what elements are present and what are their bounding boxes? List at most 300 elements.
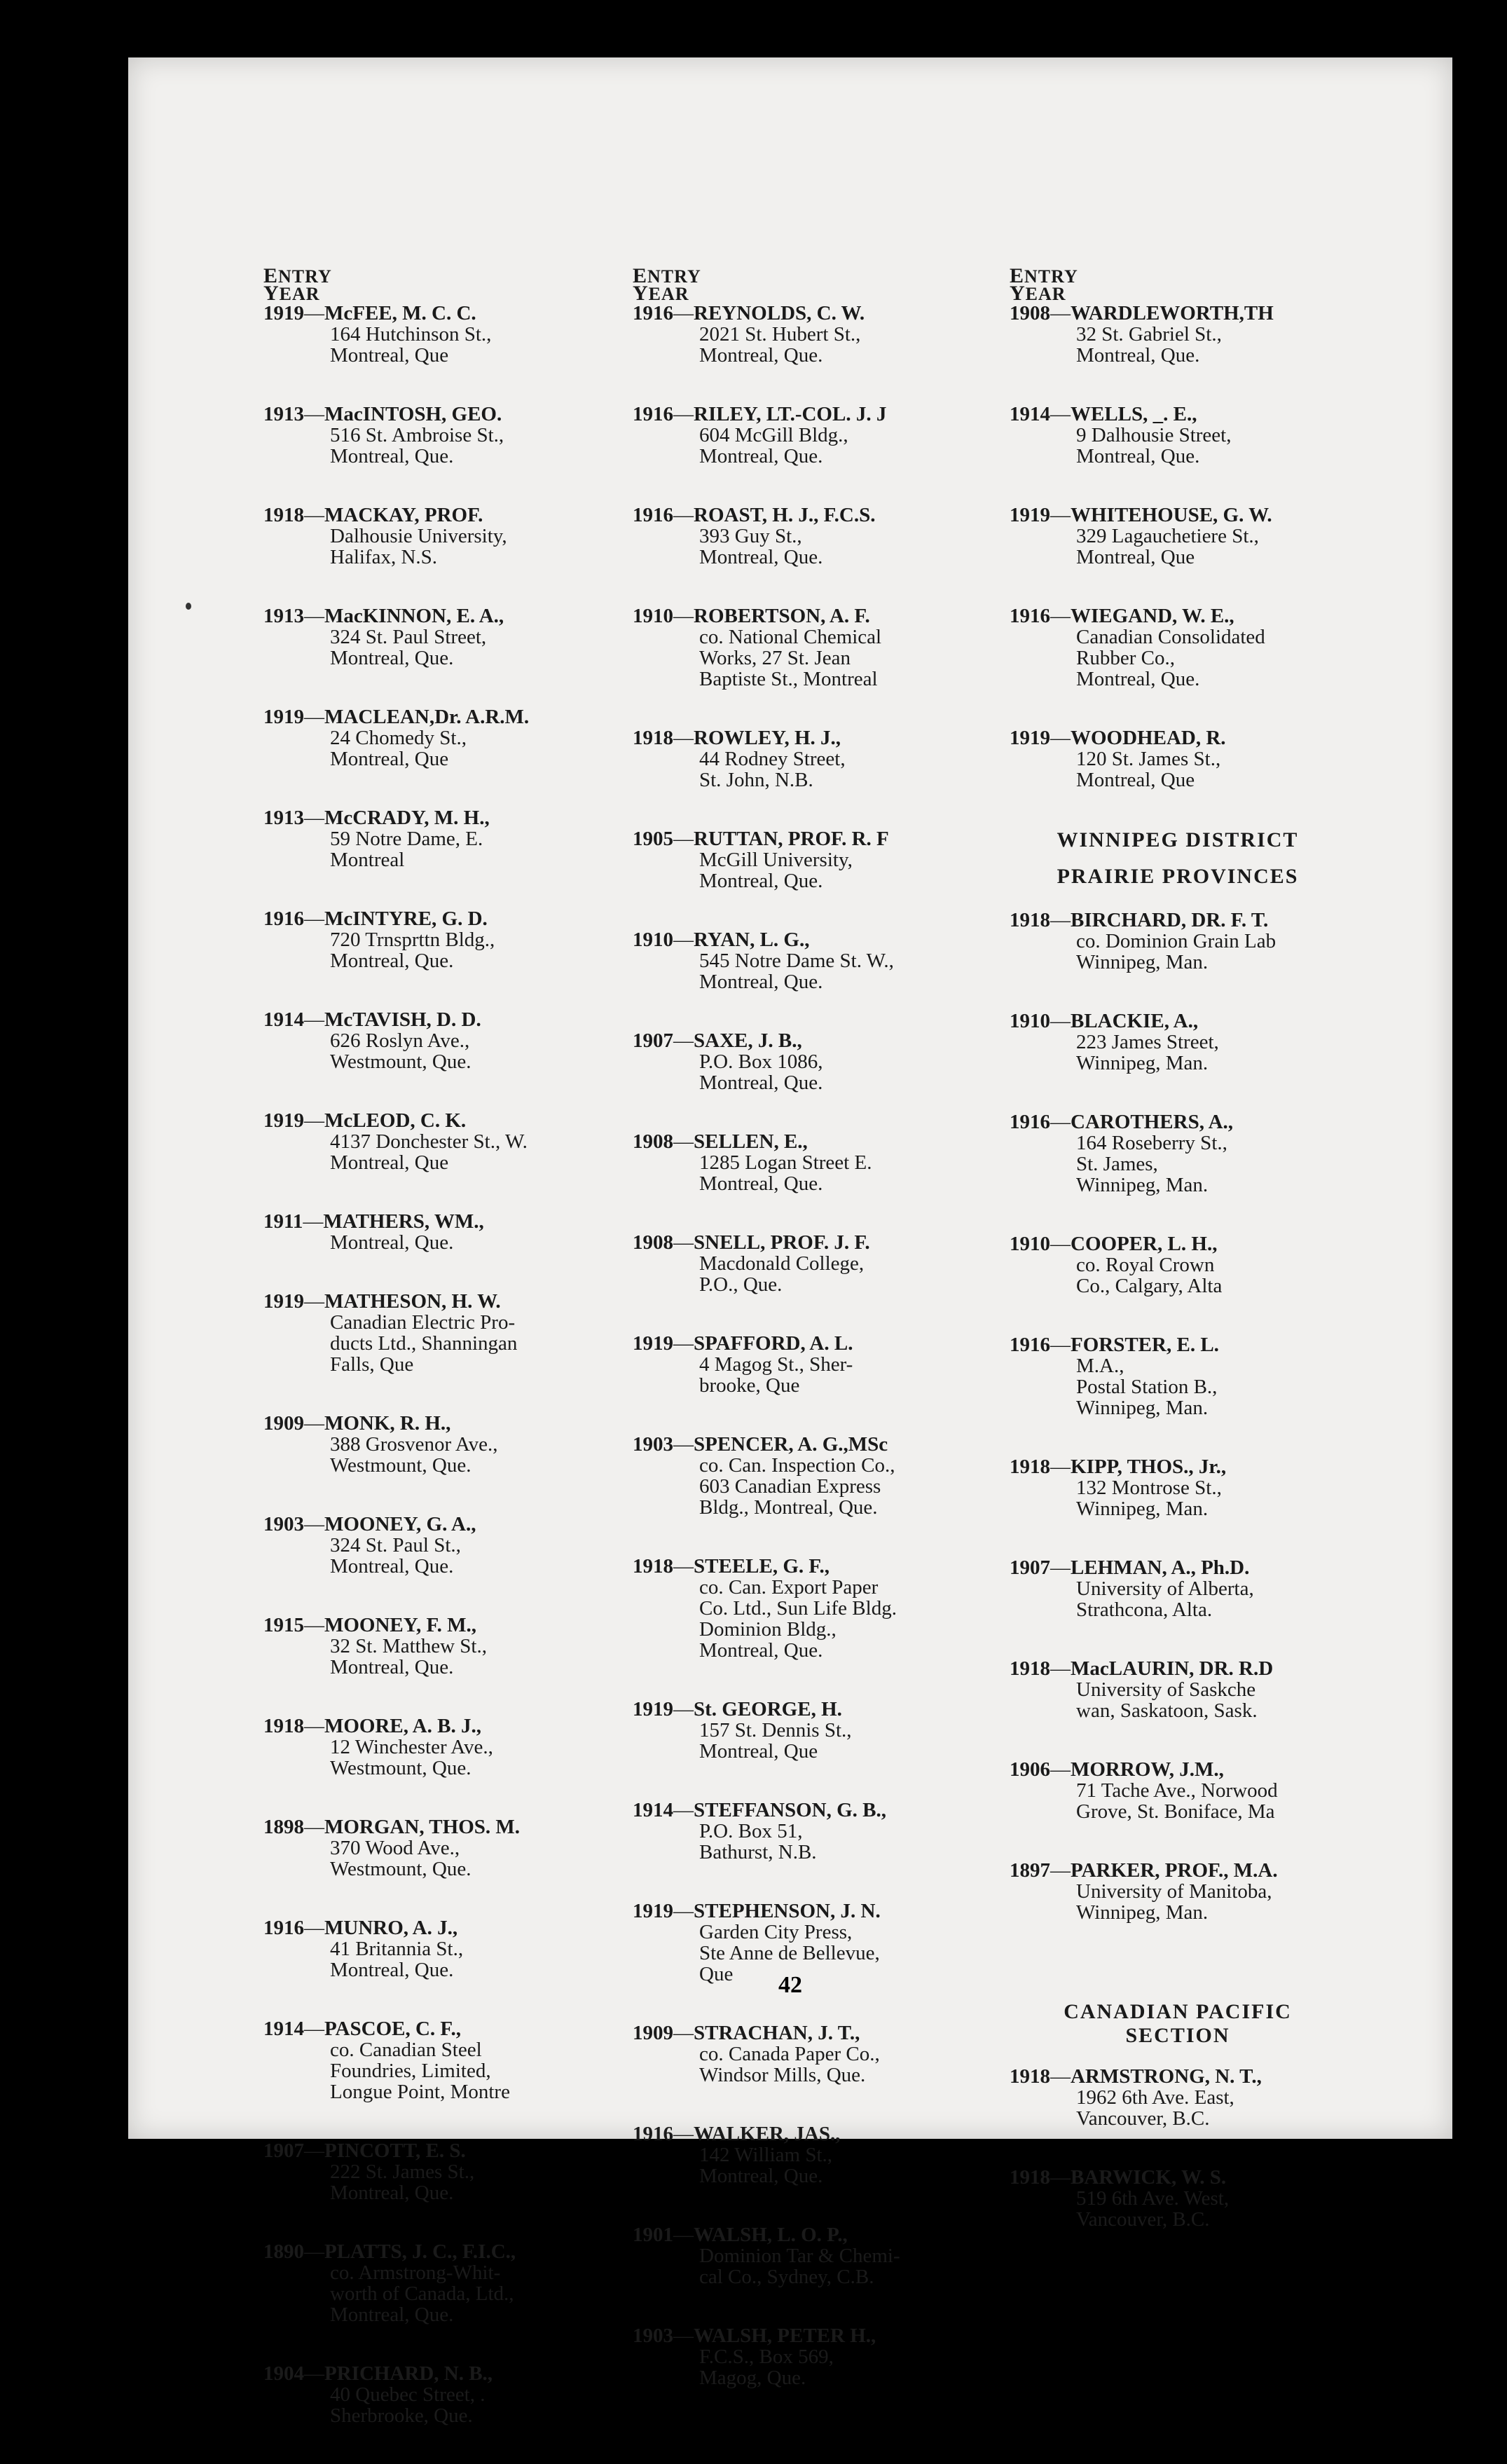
entry-address-line: worth of Canada, Ltd., (330, 2282, 514, 2305)
entry-name: MATHERS, WM., (323, 1210, 484, 1233)
member-entry (263, 706, 593, 769)
entry-line (1010, 1233, 1346, 1254)
entry-year: 1916 (263, 908, 304, 930)
member-entry (263, 908, 593, 971)
entry-address-line: co. National Chemical (699, 626, 882, 648)
entry-address-line: 120 St. James St., (1076, 748, 1221, 770)
header-entry: ENTRY (1010, 264, 1078, 287)
entry-list (263, 303, 593, 2426)
entry-address-line: Strathcona, Alta. (1076, 1599, 1213, 1621)
entry-line (263, 1514, 593, 1535)
entry-address-line: F.C.S., Box 569, (699, 2346, 834, 2368)
entry-year: 1910 (1010, 1233, 1050, 1255)
entry-dash: — (304, 2140, 324, 2162)
entry-line (633, 929, 962, 950)
entry-address-line: 1962 6th Ave. East, (1076, 2086, 1234, 2109)
entry-year: 1910 (633, 929, 673, 951)
member-entry (1010, 1334, 1346, 1418)
entry-address-line: University of Saskche (1076, 1678, 1256, 1701)
entry-address-line: 132 Montrose St., (1076, 1477, 1222, 1499)
entry-line (633, 828, 962, 849)
entry-address-line: 603 Canadian Express (699, 1475, 881, 1498)
entry-address-line: 157 St. Dennis St., (699, 1719, 852, 1741)
member-entry (633, 1333, 962, 1396)
member-entry (1010, 404, 1346, 467)
member-entry (633, 605, 962, 690)
entry-year: 1918 (1010, 909, 1050, 931)
member-entry (263, 2363, 593, 2426)
entry-line (1010, 2066, 1346, 2087)
entry-address-line: 12 Winchester Ave., (330, 1736, 493, 1758)
entry-year: 1910 (633, 605, 673, 627)
entry-name: REYNOLDS, C. W. (694, 302, 865, 324)
member-entry (263, 807, 593, 870)
entry-dash: — (673, 1698, 694, 1720)
entry-address-line: 142 William St., (699, 2144, 833, 2166)
entry-year: 1916 (263, 1917, 304, 1939)
member-entry (633, 727, 962, 790)
column-header (633, 264, 962, 305)
section-heading-line: CANADIAN PACIFIC (1064, 2000, 1292, 2023)
member-entry (263, 1211, 593, 1253)
entry-name: BLACKIE, A., (1071, 1010, 1199, 1032)
entry-address-line: Montreal, Que (1076, 769, 1195, 791)
member-entry (263, 1514, 593, 1577)
member-entry (633, 303, 962, 366)
entry-name: SAXE, J. B., (694, 1029, 802, 1052)
member-entry (633, 1232, 962, 1295)
entry-dash: — (1050, 1456, 1071, 1478)
entry-dash: — (304, 706, 324, 728)
member-entry (263, 605, 593, 669)
entry-address-line: Montreal, Que. (699, 971, 823, 993)
entry-dash: — (673, 1799, 694, 1821)
entry-line (633, 1434, 962, 1455)
member-entry (633, 1699, 962, 1762)
entry-name: WOODHEAD, R. (1071, 727, 1226, 749)
entry-address-line: Montreal, Que. (699, 344, 823, 367)
entry-year: 1903 (633, 2325, 673, 2347)
entry-name: WHITEHOUSE, G. W. (1071, 504, 1272, 526)
member-entry (1010, 1860, 1346, 1923)
member-entry (1010, 727, 1346, 790)
entry-address-line: brooke, Que (699, 1374, 800, 1397)
entry-year: 1910 (1010, 1010, 1050, 1032)
entry-list (1010, 910, 1346, 1923)
entry-line (263, 1615, 593, 1636)
entry-address-line: Montreal, Que. (330, 1231, 454, 1254)
entry-address-line: St. James, (1076, 1153, 1158, 1175)
entry-year: 1915 (263, 1614, 304, 1636)
entry-name: PINCOTT, E. S. (324, 2140, 466, 2162)
entry-address-line: 24 Chomedy St., (330, 727, 467, 749)
entry-name: PARKER, PROF., M.A. (1071, 1859, 1278, 1882)
entry-address-line: 519 6th Ave. West, (1076, 2187, 1230, 2210)
entry-address-line: 32 St. Matthew St., (330, 1635, 487, 1657)
member-entry (263, 2140, 593, 2203)
member-entry (263, 1716, 593, 1779)
entry-line (1010, 2167, 1346, 2188)
member-entry (1010, 1111, 1346, 1196)
entry-dash: — (673, 727, 694, 749)
entry-address-line: co. Armstrong-Whit- (330, 2261, 501, 2284)
entry-year: 1919 (263, 1290, 304, 1313)
entry-line (1010, 910, 1346, 931)
entry-year: 1907 (633, 1029, 673, 1052)
entry-address-line: 40 Quebec Street, . (330, 2383, 486, 2406)
entry-dash: — (673, 1029, 694, 1052)
entry-year: 1914 (263, 2018, 304, 2040)
entry-name: KIPP, THOS., Jr., (1071, 1456, 1227, 1478)
entry-name: WARDLEWORTH,TH (1071, 302, 1274, 324)
column-1 (263, 264, 593, 2464)
entry-name: MONK, R. H., (324, 1412, 451, 1435)
entry-name: ROWLEY, H. J., (694, 727, 841, 749)
entry-line (633, 2022, 962, 2044)
member-entry (263, 1110, 593, 1173)
entry-list (1010, 303, 1346, 790)
entry-line (633, 1232, 962, 1253)
stray-mark (186, 603, 191, 610)
member-entry (263, 1816, 593, 1880)
entry-address-line: Montreal, Que. (699, 1072, 823, 1094)
entry-year: 1916 (633, 302, 673, 324)
entry-year: 1914 (633, 1799, 673, 1821)
entry-dash: — (1050, 1111, 1071, 1133)
entry-line (1010, 505, 1346, 526)
entry-name: ROBERTSON, A. F. (694, 605, 870, 627)
entry-address-line: M.A., (1076, 1355, 1124, 1377)
entry-year: 1918 (263, 504, 304, 526)
entry-address-line: Dalhousie University, (330, 525, 507, 547)
entry-dash: — (303, 1210, 324, 1233)
entry-dash: — (673, 504, 694, 526)
entry-address-line: Baptiste St., Montreal (699, 668, 878, 690)
entry-name: McFEE, M. C. C. (324, 302, 476, 324)
entry-address-line: Montreal, Que (330, 748, 449, 770)
entry-address-line: 59 Notre Dame, E. (330, 828, 483, 850)
entry-line (1010, 1658, 1346, 1679)
entry-year: 1909 (263, 1412, 304, 1435)
entry-year: 1904 (263, 2362, 304, 2385)
entry-address-line: Montreal, Que. (330, 1555, 454, 1577)
entry-dash: — (304, 2240, 324, 2263)
entry-address-line: Montreal, Que (330, 344, 449, 367)
entry-name: WALKER, JAS., (694, 2123, 841, 2145)
member-entry (633, 505, 962, 568)
entry-year: 1916 (633, 403, 673, 425)
entry-name: St. GEORGE, H. (694, 1698, 842, 1720)
entry-dash: — (1050, 2065, 1071, 2088)
entry-line (1010, 1011, 1346, 1032)
entry-name: RYAN, L. G., (694, 929, 810, 951)
entry-line (633, 1556, 962, 1577)
entry-address-line: 626 Roslyn Ave., (330, 1029, 470, 1052)
entry-address-line: Montreal, Que. (330, 647, 454, 669)
entry-dash: — (304, 605, 324, 627)
entry-dash: — (1050, 1556, 1071, 1579)
entry-year: 1908 (633, 1231, 673, 1254)
header-entry: ENTRY (263, 264, 332, 287)
entry-address-line: P.O. Box 1086, (699, 1050, 823, 1073)
section-heading-winnipeg: WINNIPEG DISTRICT (1057, 828, 1299, 851)
entry-address-line: 32 St. Gabriel St., (1076, 323, 1222, 345)
entry-name: PASCOE, C. F., (324, 2018, 461, 2040)
entry-year: 1918 (633, 727, 673, 749)
entry-year: 1919 (633, 1900, 673, 1922)
entry-name: STEFFANSON, G. B., (694, 1799, 887, 1821)
entry-year: 1905 (633, 828, 673, 850)
entry-dash: — (304, 807, 324, 829)
member-entry (1010, 1759, 1346, 1822)
entry-dash: — (673, 1433, 694, 1456)
entry-address-line: Winnipeg, Man. (1076, 1498, 1209, 1520)
entry-address-line: Macdonald College, (699, 1252, 865, 1275)
entry-year: 1919 (263, 1109, 304, 1132)
entry-address-line: Montreal (330, 849, 405, 871)
header-entry: ENTRY (633, 264, 701, 287)
entry-address-line: P.O. Box 51, (699, 1820, 803, 1842)
entry-dash: — (673, 302, 694, 324)
member-entry (1010, 1557, 1346, 1620)
column-header (1010, 264, 1346, 305)
member-entry (263, 1917, 593, 1980)
entry-address-line: 720 Trnsprttn Bldg., (330, 929, 495, 951)
entry-address-line: Dominion Tar & Chemi- (699, 2245, 900, 2267)
entry-dash: — (304, 1290, 324, 1313)
entry-address-line: 71 Tache Ave., Norwood (1076, 1779, 1278, 1802)
entry-line (263, 1816, 593, 1837)
entry-year: 1908 (633, 1130, 673, 1153)
entry-line (1010, 1860, 1346, 1881)
entry-name: COOPER, L. H., (1071, 1233, 1218, 1255)
entry-line (633, 2325, 962, 2346)
entry-dash: — (673, 1231, 694, 1254)
entry-address-line: co. Dominion Grain Lab (1076, 930, 1277, 952)
entry-line (633, 505, 962, 526)
entry-address-line: Works, 27 St. Jean (699, 647, 851, 669)
entry-address-line: 1285 Logan Street E. (699, 1151, 872, 1174)
entry-address-line: Montreal, Que. (330, 2182, 454, 2204)
member-entry (633, 2123, 962, 2186)
entry-dash: — (1050, 2166, 1071, 2189)
entry-year: 1911 (263, 1210, 303, 1233)
entry-line (263, 2363, 593, 2384)
entry-year: 1916 (633, 504, 673, 526)
entry-address-line: Montreal, Que. (699, 1639, 823, 1662)
entry-name: McINTYRE, G. D. (324, 908, 488, 930)
entry-year: 1903 (263, 1513, 304, 1535)
entry-address-line: co. Can. Inspection Co., (699, 1454, 895, 1477)
entry-year: 1914 (263, 1008, 304, 1031)
entry-address-line: St. John, N.B. (699, 769, 813, 791)
entry-year: 1907 (263, 2140, 304, 2162)
entry-line (1010, 1557, 1346, 1578)
entry-line (633, 303, 962, 324)
header-year: YEAR (263, 282, 320, 305)
entry-address-line: co. Royal Crown (1076, 1254, 1215, 1276)
entry-address-line: Montreal, Que (1076, 546, 1195, 568)
member-entry (263, 1291, 593, 1375)
entry-address-line: 370 Wood Ave., (330, 1837, 460, 1859)
header-year: YEAR (1010, 282, 1066, 305)
entry-dash: — (304, 1008, 324, 1031)
entry-name: MacLAURIN, DR. R.D (1071, 1657, 1274, 1680)
entry-year: 1919 (263, 302, 304, 324)
member-entry (1010, 2066, 1346, 2129)
entry-dash: — (1050, 1758, 1071, 1781)
entry-address-line: Postal Station B., (1076, 1376, 1218, 1398)
entry-name: BARWICK, W. S. (1071, 2166, 1227, 2189)
member-entry (633, 1800, 962, 1863)
entry-address-line: 164 Hutchinson St., (330, 323, 492, 345)
member-entry (263, 2241, 593, 2325)
entry-line (263, 404, 593, 425)
entry-address-line: Montreal, Que. (330, 1656, 454, 1678)
entry-name: STEPHENSON, J. N. (694, 1900, 881, 1922)
entry-line (263, 2018, 593, 2039)
header-year: YEAR (633, 282, 689, 305)
entry-address-line: Canadian Electric Pro- (330, 1311, 516, 1334)
member-entry (1010, 605, 1346, 690)
member-entry (1010, 1658, 1346, 1721)
entry-dash: — (1050, 1334, 1071, 1356)
section-heading-canadian-pacific (1010, 2000, 1346, 2048)
entry-line (633, 404, 962, 425)
entry-address-line: P.O., Que. (699, 1273, 783, 1296)
entry-line (1010, 303, 1346, 324)
entry-year: 1918 (1010, 1657, 1050, 1680)
entry-name: McLEOD, C. K. (324, 1109, 467, 1132)
entry-line (263, 2140, 593, 2161)
entry-address-line: ducts Ltd., Shanningan (330, 1332, 518, 1355)
entry-dash: — (673, 2224, 694, 2246)
member-entry (1010, 303, 1346, 366)
entry-name: RUTTAN, PROF. R. F (694, 828, 889, 850)
entry-line (633, 1901, 962, 1922)
entry-line (263, 1110, 593, 1131)
entry-name: ROAST, H. J., F.C.S. (694, 504, 876, 526)
entry-name: STEELE, G. F., (694, 1555, 830, 1577)
member-entry (633, 828, 962, 891)
entry-dash: — (1050, 403, 1071, 425)
entry-address-line: Winnipeg, Man. (1076, 1901, 1209, 1924)
entry-dash: — (673, 1900, 694, 1922)
entry-address-line: Vancouver, B.C. (1076, 2107, 1210, 2130)
entry-line (263, 1917, 593, 1938)
entry-address-line: Montreal, Que. (330, 445, 454, 467)
entry-address-line: 9 Dalhousie Street, (1076, 424, 1232, 446)
entry-name: SNELL, PROF. J. F. (694, 1231, 870, 1254)
member-entry (263, 2018, 593, 2102)
entry-line (263, 908, 593, 929)
entry-dash: — (673, 605, 694, 627)
entry-address-line: Windsor Mills, Que. (699, 2064, 866, 2086)
entry-year: 1919 (1010, 727, 1050, 749)
entry-year: 1919 (633, 1698, 673, 1720)
entry-name: FORSTER, E. L. (1071, 1334, 1219, 1356)
entry-dash: — (304, 1109, 324, 1132)
entry-line (1010, 727, 1346, 748)
entry-dash: — (304, 2362, 324, 2385)
entry-dash: — (304, 1412, 324, 1435)
entry-dash: — (673, 403, 694, 425)
entry-name: MOONEY, G. A., (324, 1513, 476, 1535)
entry-name: PLATTS, J. C., F.I.C., (324, 2240, 516, 2263)
entry-address-line: 324 St. Paul St., (330, 1534, 461, 1556)
member-entry (633, 1556, 962, 1661)
entry-name: WALSH, PETER H., (694, 2325, 876, 2347)
entry-address-line: Winnipeg, Man. (1076, 951, 1209, 973)
member-entry (1010, 910, 1346, 973)
entry-address-line: Montreal, Que. (699, 1172, 823, 1195)
entry-address-line: wan, Saskatoon, Sask. (1076, 1699, 1258, 1722)
member-entry (1010, 505, 1346, 568)
entry-line (263, 2241, 593, 2262)
entry-year: 1901 (633, 2224, 673, 2246)
entry-address-line: 41 Britannia St., (330, 1938, 464, 1960)
entry-line (1010, 1759, 1346, 1780)
member-entry (633, 2325, 962, 2388)
entry-year: 1913 (263, 605, 304, 627)
entry-address-line: McGill University, (699, 849, 853, 871)
entry-line (633, 605, 962, 627)
entry-line (263, 605, 593, 627)
entry-line (633, 1030, 962, 1051)
entry-name: MacINTOSH, GEO. (324, 403, 502, 425)
entry-address-line: 223 James Street, (1076, 1031, 1219, 1053)
entry-dash: — (1050, 605, 1071, 627)
entry-address-line: 324 St. Paul Street, (330, 626, 487, 648)
entry-dash: — (673, 2325, 694, 2347)
entry-line (263, 1211, 593, 1232)
entry-year: 1919 (633, 1332, 673, 1355)
entry-address-line: Montreal, Que. (699, 870, 823, 892)
entry-year: 1906 (1010, 1758, 1050, 1781)
entry-address-line: Winnipeg, Man. (1076, 1052, 1209, 1074)
entry-address-line: Que (699, 1963, 734, 1985)
entry-address-line: Winnipeg, Man. (1076, 1397, 1209, 1419)
entry-year: 1916 (633, 2123, 673, 2145)
entry-name: SELLEN, E., (694, 1130, 808, 1153)
entry-line (633, 2123, 962, 2144)
entry-line (633, 1699, 962, 1720)
entry-year: 1918 (1010, 2166, 1050, 2189)
entry-name: MOORE, A. B. J., (324, 1715, 481, 1737)
entry-line (1010, 1111, 1346, 1132)
entry-address-line: Grove, St. Boniface, Ma (1076, 1800, 1275, 1823)
entry-address-line: Garden City Press, (699, 1921, 853, 1943)
entry-address-line: Vancouver, B.C. (1076, 2208, 1210, 2231)
entry-year: 1909 (633, 2022, 673, 2044)
entry-address-line: Montreal, Que. (699, 445, 823, 467)
entry-address-line: Montreal, Que (330, 1151, 449, 1174)
entry-line (633, 1333, 962, 1354)
entry-line (263, 807, 593, 828)
entry-line (633, 1131, 962, 1152)
entry-address-line: Falls, Que (330, 1353, 414, 1376)
entry-dash: — (673, 1332, 694, 1355)
entry-address-line: Montreal, Que. (699, 546, 823, 568)
entry-name: RILEY, LT.-COL. J. J (694, 403, 887, 425)
entry-name: MORGAN, THOS. M. (324, 1816, 520, 1838)
entry-address-line: Halifax, N.S. (330, 546, 438, 568)
member-entry (633, 1131, 962, 1194)
member-entry (1010, 1233, 1346, 1296)
entry-name: MUNRO, A. J., (324, 1917, 458, 1939)
entry-year: 1918 (1010, 1456, 1050, 1478)
entry-dash: — (673, 2022, 694, 2044)
